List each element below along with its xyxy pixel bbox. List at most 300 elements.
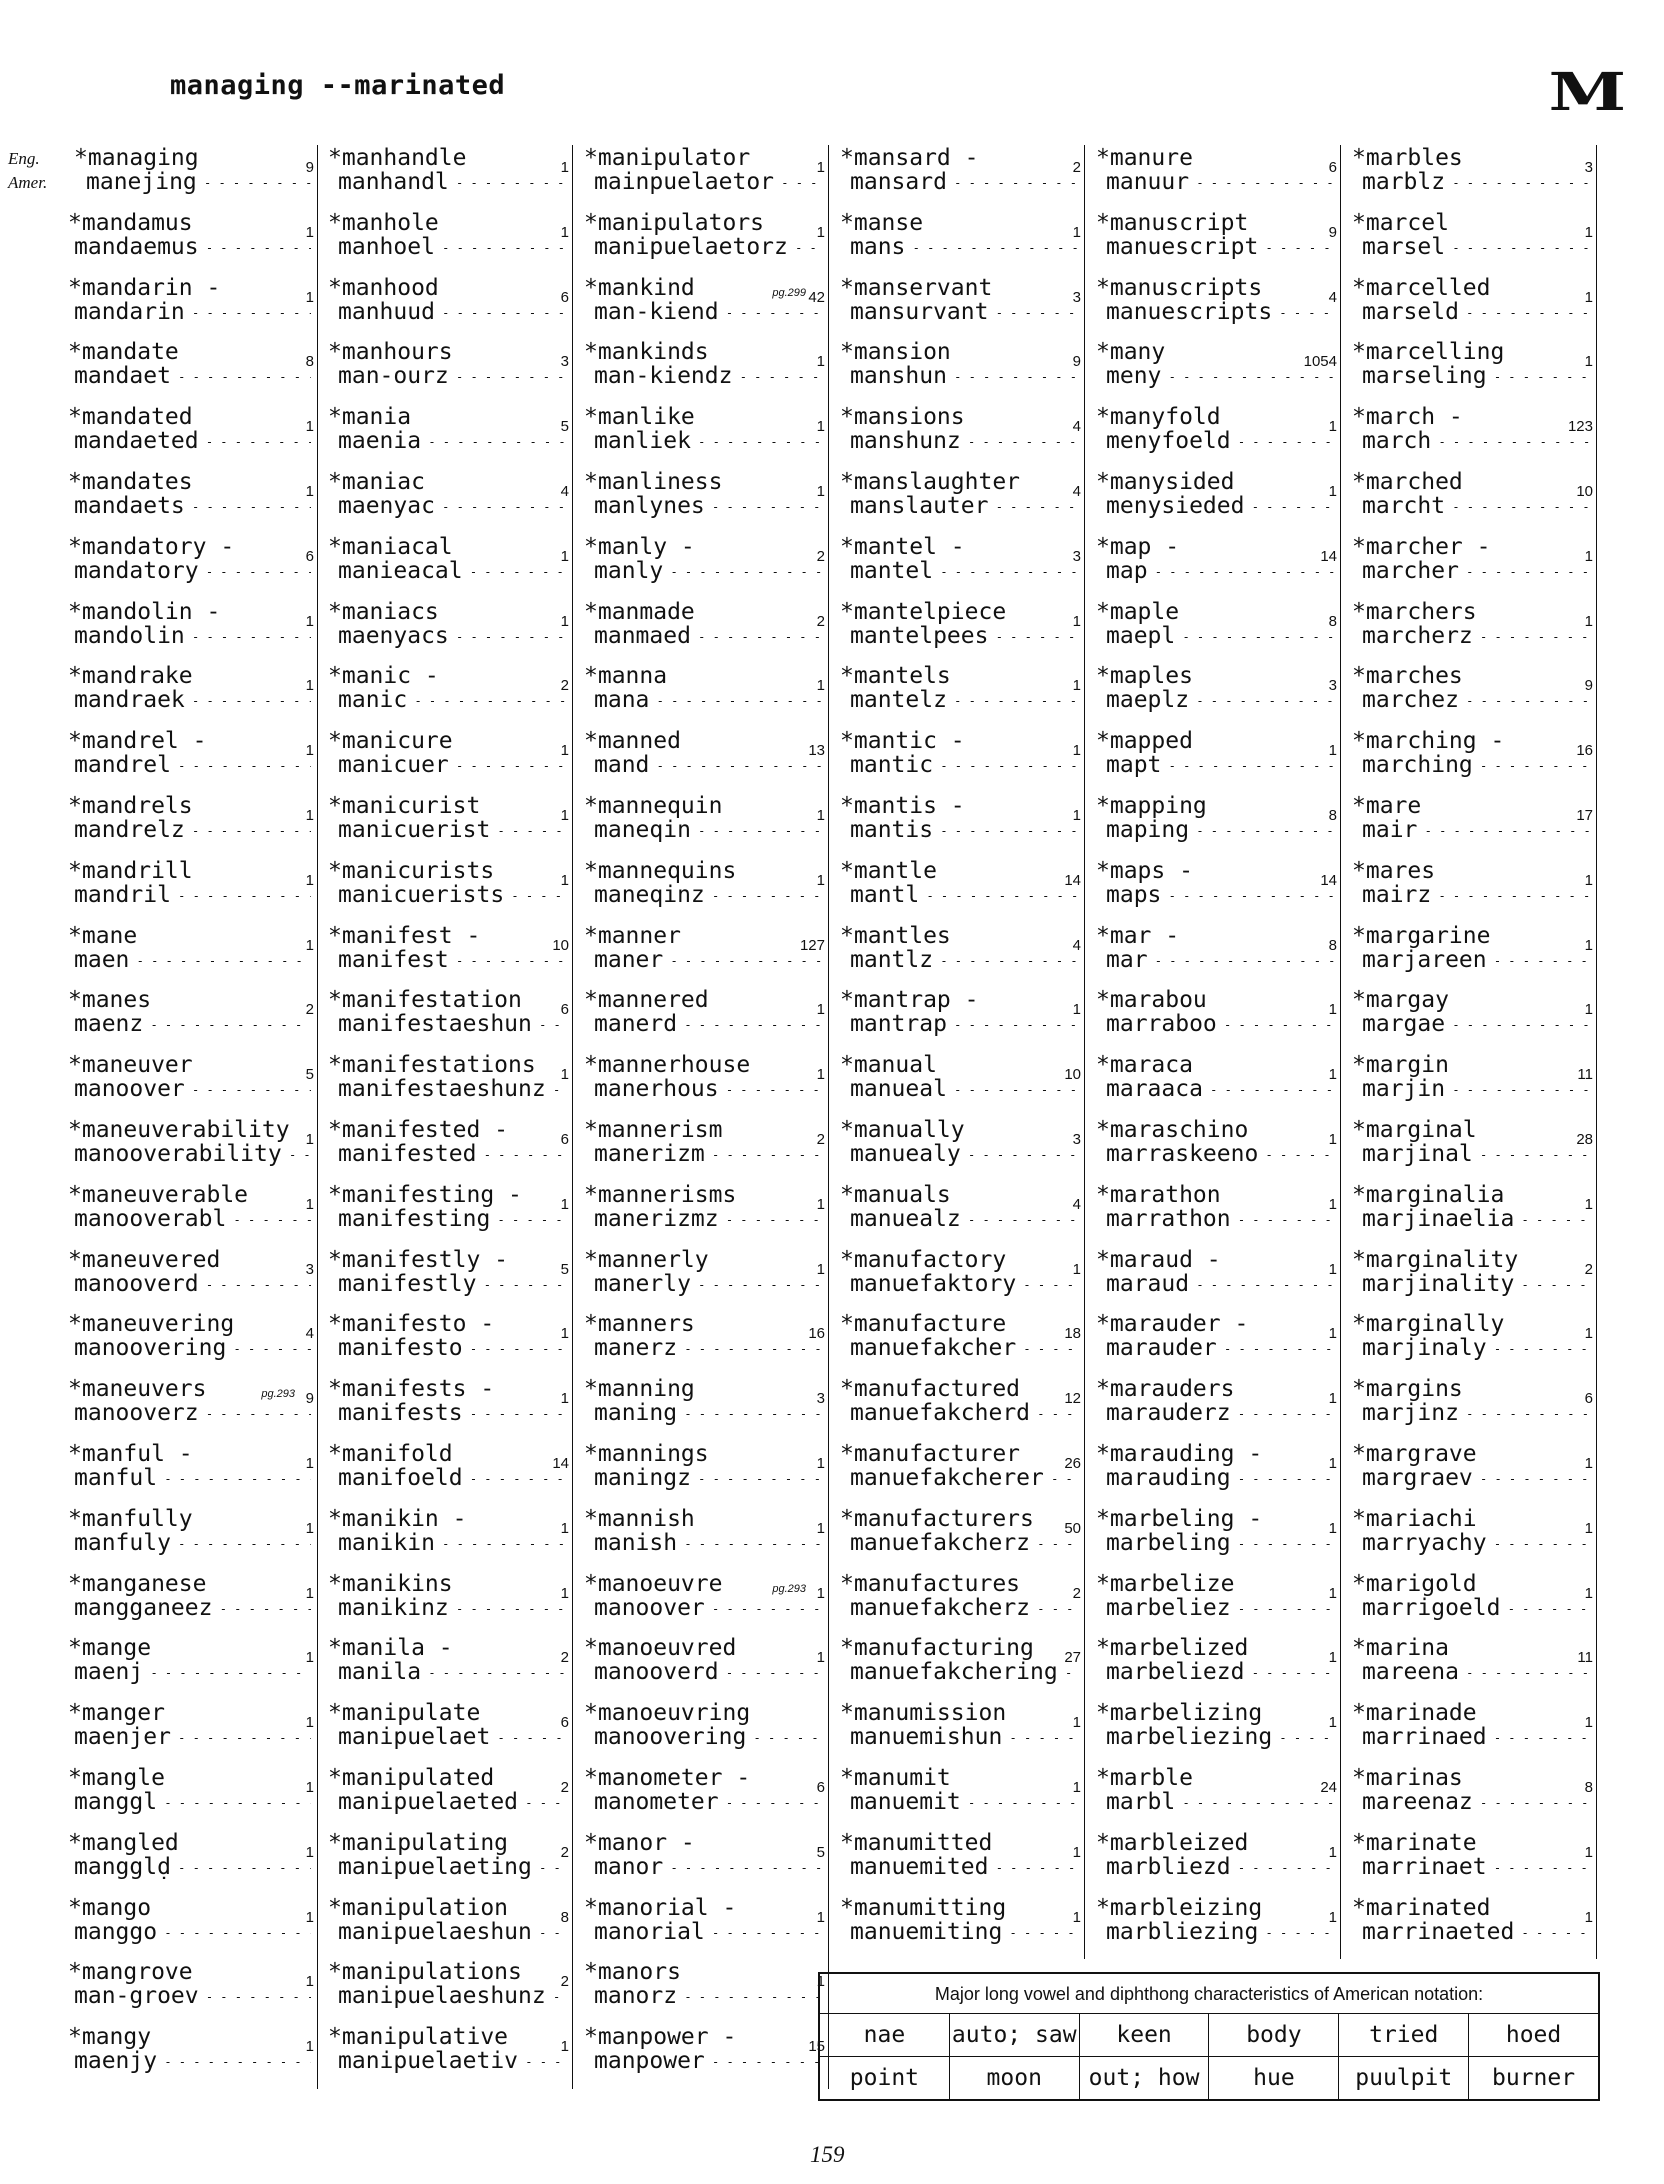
entry-word: *margin xyxy=(1352,1052,1449,1079)
entry-count: 2 xyxy=(560,1843,569,1861)
entry-spelling: mantlz - - - xyxy=(850,947,1078,973)
entry-count: 2 xyxy=(816,1130,825,1148)
entry-spelling: manorz - - - xyxy=(594,1983,822,2009)
dictionary-entry xyxy=(830,1765,1085,1830)
dictionary-entry xyxy=(30,1441,318,1506)
entry-spelling: marchez - - - xyxy=(1362,687,1590,713)
entry-word: *map - xyxy=(1096,533,1180,560)
entry-word: *mapping xyxy=(1096,792,1207,819)
entry-count: 1 xyxy=(1072,1778,1081,1796)
legend-cell: burner xyxy=(1492,2065,1576,2091)
entry-spelling: marbliezing - - - xyxy=(1106,1919,1334,1945)
entry-spelling: mairz - - - xyxy=(1362,882,1590,908)
entry-count: 1 xyxy=(1072,806,1081,824)
entry-count: 9 xyxy=(1328,223,1337,241)
entry-word: *manly - xyxy=(584,533,695,560)
dictionary-entry xyxy=(1342,1571,1597,1636)
dictionary-entry xyxy=(1086,210,1341,275)
entry-spelling: manerz - - - xyxy=(594,1335,822,1361)
entry-spelling: manpower - - - xyxy=(594,2048,822,2074)
dictionary-entry xyxy=(30,1765,318,1830)
dictionary-entry xyxy=(318,599,573,664)
entry-count: 1 xyxy=(305,223,314,241)
entry-spelling: maenyacs - - - xyxy=(338,623,566,649)
vowel-legend-box xyxy=(818,1972,1600,2101)
dictionary-entry xyxy=(318,145,573,210)
entry-word: *mandarin - xyxy=(68,274,221,301)
entry-count: 8 xyxy=(1584,1778,1593,1796)
entry-count: 1 xyxy=(560,1195,569,1213)
entry-spelling: manipuelaeting - - - xyxy=(338,1854,566,1880)
entry-count: 1 xyxy=(305,1714,314,1732)
entry-spelling: marraboo - - - xyxy=(1106,1011,1334,1037)
dictionary-entry xyxy=(830,275,1085,340)
entry-count: 1 xyxy=(560,612,569,630)
entry-word: *marauder - xyxy=(1096,1311,1249,1338)
entry-word: *margrave xyxy=(1352,1440,1477,1467)
dictionary-entry xyxy=(1342,793,1597,858)
section-letter: M xyxy=(1548,62,1624,123)
dictionary-entry xyxy=(574,1765,829,1830)
entry-count: 1 xyxy=(1072,612,1081,630)
dictionary-entry xyxy=(30,1376,318,1441)
entry-word: *mannequins xyxy=(584,857,737,884)
entry-count: 1 xyxy=(1584,1519,1593,1537)
entry-page-ref: pg.293 xyxy=(261,1388,295,1401)
entry-word: *marches xyxy=(1352,663,1463,690)
dictionary-entry xyxy=(830,987,1085,1052)
dictionary-entry xyxy=(830,1182,1085,1247)
entry-count: 2 xyxy=(305,1001,314,1019)
entry-spelling: manieacal - - - xyxy=(338,558,566,584)
entry-word: *manorial - xyxy=(584,1894,737,1921)
entry-spelling: marbeliezing - - - xyxy=(1106,1724,1334,1750)
entry-word: *maniacal xyxy=(328,533,453,560)
entry-count: 1 xyxy=(816,482,825,500)
dictionary-entry xyxy=(574,1635,829,1700)
entry-spelling: manshunz - - - xyxy=(850,428,1078,454)
dictionary-entry xyxy=(318,1182,573,1247)
entry-count: 1 xyxy=(1072,1260,1081,1278)
dictionary-entry xyxy=(1342,275,1597,340)
entry-count: 2 xyxy=(560,677,569,695)
entry-spelling: manikin - - - xyxy=(338,1530,566,1556)
entry-word: *mar - xyxy=(1096,922,1180,949)
entry-spelling: marjinz - - - xyxy=(1362,1400,1590,1426)
entry-word: *manic - xyxy=(328,663,439,690)
entry-word: *mandate xyxy=(68,339,179,366)
entry-word: *manicurist xyxy=(328,792,481,819)
entry-count: 6 xyxy=(560,288,569,306)
entry-count: 16 xyxy=(1576,742,1593,760)
entry-spelling: mantel - - - xyxy=(850,558,1078,584)
entry-word: *manumit xyxy=(840,1764,951,1791)
dictionary-entry xyxy=(30,858,318,923)
entry-spelling: marauder - - - xyxy=(1106,1335,1334,1361)
dictionary-entry xyxy=(1342,1895,1597,1960)
entry-spelling: marcht - - - xyxy=(1362,493,1590,519)
entry-count: 1 xyxy=(305,612,314,630)
dictionary-entry xyxy=(1342,1182,1597,1247)
entry-count: 1 xyxy=(560,547,569,565)
entry-spelling: manerizmz - - - xyxy=(594,1206,822,1232)
dictionary-entry xyxy=(574,210,829,275)
entry-spelling: maenjer - - - xyxy=(74,1724,311,1750)
entry-word: *marinated xyxy=(1352,1894,1491,1921)
entry-word: *managing xyxy=(74,145,199,171)
dictionary-entry xyxy=(1342,858,1597,923)
entry-word: *marathon xyxy=(1096,1181,1221,1208)
entry-spelling: manooverz - - - xyxy=(74,1400,311,1426)
entry-word: *mankinds xyxy=(584,339,709,366)
entry-word: *maneuvered xyxy=(68,1246,221,1273)
entry-count: 2 xyxy=(560,1778,569,1796)
entry-word: *mandated xyxy=(68,404,193,431)
entry-count: 1 xyxy=(1584,1325,1593,1343)
entry-spelling: marbliezd - - - xyxy=(1106,1854,1334,1880)
entry-word: *manmade xyxy=(584,598,695,625)
entry-count: 3 xyxy=(305,1260,314,1278)
entry-count: 27 xyxy=(1064,1649,1081,1667)
entry-word: *manna xyxy=(584,663,668,690)
entry-count: 1 xyxy=(816,1973,825,1991)
dictionary-column xyxy=(8,145,318,2089)
entry-count: 14 xyxy=(552,1454,569,1472)
dictionary-entry xyxy=(1342,1247,1597,1312)
dictionary-entry xyxy=(1086,1571,1341,1636)
entry-spelling: maenjy - - - xyxy=(74,2048,311,2074)
entry-count: 24 xyxy=(1320,1778,1337,1796)
entry-count: 11 xyxy=(1577,1066,1593,1084)
entry-count: 1 xyxy=(1072,1001,1081,1019)
dictionary-entry xyxy=(574,1376,829,1441)
entry-word: *mangled xyxy=(68,1829,179,1856)
entry-spelling: marjinal - - - xyxy=(1362,1141,1590,1167)
entry-spelling: manuescripts - - - xyxy=(1106,299,1334,325)
entry-spelling: mantl - - - xyxy=(850,882,1078,908)
entry-word: *mansions xyxy=(840,404,965,431)
entry-spelling: mareenaz - - - xyxy=(1362,1789,1590,1815)
legend-row-2 xyxy=(820,2057,1598,2099)
dictionary-entry xyxy=(830,1506,1085,1571)
dictionary-entry xyxy=(574,1700,829,1765)
dictionary-entry xyxy=(574,1052,829,1117)
entry-spelling: march - - - xyxy=(1362,428,1590,454)
entry-word: *manlike xyxy=(584,404,695,431)
entry-spelling: margraev - - - xyxy=(1362,1465,1590,1491)
entry-count: 1 xyxy=(816,1519,825,1537)
entry-count: 8 xyxy=(1328,936,1337,954)
entry-spelling: maenz - - - xyxy=(74,1011,311,1037)
dictionary-entry xyxy=(318,663,573,728)
entry-spelling: marjinality - - - xyxy=(1362,1271,1590,1297)
entry-spelling: marrinaeted - - - xyxy=(1362,1919,1590,1945)
dictionary-entry xyxy=(830,534,1085,599)
entry-count: 4 xyxy=(1072,1195,1081,1213)
dictionary-entry xyxy=(318,1376,573,1441)
entry-word: *manifested - xyxy=(328,1116,509,1143)
entry-word: *manure xyxy=(1096,145,1193,171)
entry-word: *manger xyxy=(68,1700,165,1727)
entry-count: 1 xyxy=(816,353,825,371)
entry-count: 26 xyxy=(1064,1454,1081,1472)
entry-count: 127 xyxy=(799,936,825,954)
dictionary-entry xyxy=(318,923,573,988)
entry-count: 1 xyxy=(1072,1843,1081,1861)
dictionary-entry xyxy=(1086,339,1341,404)
dictionary-entry xyxy=(318,1635,573,1700)
entry-word: *marble xyxy=(1096,1764,1193,1791)
entry-spelling: mandrel - - - xyxy=(74,752,311,778)
entry-spelling: manuefakcherz - - - xyxy=(850,1530,1078,1556)
entry-word: *mangle xyxy=(68,1764,165,1791)
entry-spelling: marbeling - - - xyxy=(1106,1530,1334,1556)
dictionary-entry xyxy=(574,858,829,923)
entry-count: 1 xyxy=(1584,612,1593,630)
dictionary-entry xyxy=(318,1441,573,1506)
entry-count: 42 xyxy=(808,288,825,306)
dictionary-entry xyxy=(30,1247,318,1312)
dictionary-entry xyxy=(318,1895,573,1960)
dictionary-entry xyxy=(30,534,318,599)
dictionary-entry xyxy=(1342,1441,1597,1506)
dictionary-entry xyxy=(1086,1376,1341,1441)
entry-count: 1 xyxy=(1328,1001,1337,1019)
entry-word: *manners xyxy=(584,1311,695,1338)
entry-spelling: manic - - - xyxy=(338,687,566,713)
entry-count: 4 xyxy=(1072,482,1081,500)
entry-spelling: manoover - - - xyxy=(594,1595,822,1621)
entry-spelling: mangglḍ - - - xyxy=(74,1854,311,1880)
entry-spelling: mantelpees - - - xyxy=(850,623,1078,649)
entry-count: 9 xyxy=(1072,353,1081,371)
entry-count: 2 xyxy=(1072,159,1081,176)
dictionary-entry xyxy=(830,210,1085,275)
entry-word: *mannequin xyxy=(584,792,723,819)
entry-spelling: manlynes - - - xyxy=(594,493,822,519)
entry-spelling: manipuelaet - - - xyxy=(338,1724,566,1750)
entry-spelling: marbeliez - - - xyxy=(1106,1595,1334,1621)
entry-word: *mandolin - xyxy=(68,598,221,625)
entry-word: *manning xyxy=(584,1376,695,1403)
dictionary-entry xyxy=(1342,1765,1597,1830)
dictionary-entry xyxy=(830,1571,1085,1636)
entry-word: *manned xyxy=(584,728,681,755)
entry-word: *manumitted xyxy=(840,1829,993,1856)
entry-spelling: marbl - - - xyxy=(1106,1789,1334,1815)
entry-count: 1 xyxy=(560,1390,569,1408)
entry-word: *manors xyxy=(584,1959,681,1986)
dictionary-entry xyxy=(1086,534,1341,599)
entry-page-ref: pg.299 xyxy=(772,286,806,299)
entry-spelling: marsel - - - xyxy=(1362,234,1590,260)
entry-word: *marching - xyxy=(1352,728,1505,755)
entry-spelling: manipuelaeted - - - xyxy=(338,1789,566,1815)
dictionary-entry xyxy=(30,793,318,858)
entry-word: *manifestations xyxy=(328,1052,536,1079)
entry-count: 1 xyxy=(305,1778,314,1796)
dictionary-entry xyxy=(1086,599,1341,664)
entry-word: *marbelized xyxy=(1096,1635,1249,1662)
entry-count: 1 xyxy=(1584,353,1593,371)
entry-word: *manoeuvre xyxy=(584,1570,723,1597)
entry-spelling: maepl - - - xyxy=(1106,623,1334,649)
dictionary-entry xyxy=(1086,858,1341,923)
entry-word: *manifold xyxy=(328,1440,453,1467)
dictionary-entry xyxy=(830,1247,1085,1312)
entry-count: 28 xyxy=(1576,1130,1593,1148)
entry-count: 1 xyxy=(1584,288,1593,306)
dictionary-entry xyxy=(1086,1052,1341,1117)
entry-count: 3 xyxy=(1072,1130,1081,1148)
entry-count: 1 xyxy=(560,1519,569,1537)
entry-spelling: manifested - - - xyxy=(338,1141,566,1167)
entry-count: 17 xyxy=(1576,806,1593,824)
dictionary-entry xyxy=(830,1895,1085,1960)
entry-spelling: manerhous - - - xyxy=(594,1076,822,1102)
dictionary-entry xyxy=(574,339,829,404)
entry-count: 1 xyxy=(1328,1066,1337,1084)
entry-count: 2 xyxy=(816,612,825,630)
dictionary-entry xyxy=(318,1765,573,1830)
dictionary-entry xyxy=(1086,404,1341,469)
dictionary-entry xyxy=(318,858,573,923)
entry-word: *marginalia xyxy=(1352,1181,1505,1208)
dictionary-entry xyxy=(1086,987,1341,1052)
dictionary-entry xyxy=(318,1247,573,1312)
dictionary-entry xyxy=(830,1117,1085,1182)
dictionary-entry xyxy=(574,1895,829,1960)
entry-spelling: map - - - xyxy=(1106,558,1334,584)
dictionary-entry xyxy=(1342,1117,1597,1182)
entry-word: *marina xyxy=(1352,1635,1449,1662)
legend-cell: auto; saw xyxy=(950,2014,1080,2056)
entry-word: *mantic - xyxy=(840,728,965,755)
entry-count: 4 xyxy=(1072,936,1081,954)
entry-spelling: manerizm - - - xyxy=(594,1141,822,1167)
entry-count: 14 xyxy=(1320,871,1337,889)
entry-spelling: mandaets - - - xyxy=(74,493,311,519)
dictionary-entry xyxy=(30,987,318,1052)
entry-count: 1 xyxy=(1328,1325,1337,1343)
dictionary-entry xyxy=(1342,1052,1597,1117)
entry-word: *maraca xyxy=(1096,1052,1193,1079)
entry-spelling: mandaemus - - - xyxy=(74,234,311,260)
entry-word: *mansion xyxy=(840,339,951,366)
entry-count: 10 xyxy=(1576,482,1593,500)
entry-spelling: maning - - - xyxy=(594,1400,822,1426)
dictionary-entry xyxy=(30,728,318,793)
entry-spelling: marjin - - - xyxy=(1362,1076,1590,1102)
entry-count: 1 xyxy=(1072,677,1081,695)
entry-spelling: maneqinz - - - xyxy=(594,882,822,908)
entry-word: *marinate xyxy=(1352,1829,1477,1856)
dictionary-entry xyxy=(1342,599,1597,664)
entry-word: *marabou xyxy=(1096,987,1207,1014)
dictionary-entry xyxy=(830,923,1085,988)
dictionary-entry xyxy=(1342,1311,1597,1376)
entry-word: *mantles xyxy=(840,922,951,949)
entry-count: 2 xyxy=(1072,1584,1081,1602)
entry-spelling: man-kiendz - - - xyxy=(594,363,822,389)
dictionary-entry xyxy=(574,404,829,469)
entry-count: 6 xyxy=(305,547,314,565)
entry-count: 3 xyxy=(560,353,569,371)
entry-spelling: mandaet - - - xyxy=(74,363,311,389)
entry-word: *marginal xyxy=(1352,1116,1477,1143)
entry-spelling: manhoel - - - xyxy=(338,234,566,260)
entry-spelling: mantrap - - - xyxy=(850,1011,1078,1037)
entry-spelling: maping - - - xyxy=(1106,817,1334,843)
entry-word: *mapped xyxy=(1096,728,1193,755)
entry-count: 4 xyxy=(1328,288,1337,306)
page-header-title: managing --marinated xyxy=(170,70,506,101)
legend-cell: point xyxy=(820,2057,950,2099)
entry-count: 1 xyxy=(816,1584,825,1602)
entry-count: 1 xyxy=(1072,742,1081,760)
entry-word: *mariachi xyxy=(1352,1505,1477,1532)
entry-word: *mantle xyxy=(840,857,937,884)
entry-spelling: margae - - - xyxy=(1362,1011,1590,1037)
entry-word: *manufacturer xyxy=(840,1440,1021,1467)
dictionary-entry xyxy=(1086,793,1341,858)
entry-count: 1 xyxy=(560,806,569,824)
entry-word: *manes xyxy=(68,987,152,1014)
entry-spelling: mandarin - - - xyxy=(74,299,311,325)
legend-cell: out; how xyxy=(1080,2057,1210,2099)
dictionary-entry xyxy=(318,534,573,599)
entry-word: *mannerisms xyxy=(584,1181,737,1208)
entry-count: 1 xyxy=(1328,1260,1337,1278)
dictionary-entry xyxy=(1342,339,1597,404)
entry-word: *mares xyxy=(1352,857,1436,884)
entry-spelling: mansard - - - xyxy=(850,169,1078,195)
entry-spelling: maneqin - - - xyxy=(594,817,822,843)
entry-spelling: manifestaeshun - - - xyxy=(338,1011,566,1037)
entry-word: *manipulator xyxy=(584,145,751,171)
entry-word: *manliness xyxy=(584,468,723,495)
entry-word: *manometer - xyxy=(584,1764,751,1791)
dictionary-entry xyxy=(1086,728,1341,793)
entry-word: *maneuvering xyxy=(68,1311,235,1338)
entry-word: *manhood xyxy=(328,274,439,301)
dictionary-entry xyxy=(830,728,1085,793)
dictionary-entry xyxy=(30,404,318,469)
entry-count: 1 xyxy=(816,1908,825,1926)
entry-word: *maraud - xyxy=(1096,1246,1221,1273)
entry-spelling: maenj - - - xyxy=(74,1659,311,1685)
dictionary-entry xyxy=(30,1571,318,1636)
entry-count: 1 xyxy=(305,677,314,695)
dictionary-entry xyxy=(574,1311,829,1376)
entry-word: *mannered xyxy=(584,987,709,1014)
dictionary-entry xyxy=(30,339,318,404)
entry-word: *marcher - xyxy=(1352,533,1491,560)
entry-spelling: manuefakcher - - - xyxy=(850,1335,1078,1361)
legend-cell: nae xyxy=(820,2014,950,2056)
entry-spelling: mand - - - xyxy=(594,752,822,778)
entry-word: *mantrap - xyxy=(840,987,979,1014)
entry-word: *marbeling - xyxy=(1096,1505,1263,1532)
entry-word: *mannish xyxy=(584,1505,695,1532)
entry-count: 1 xyxy=(1328,1195,1337,1213)
entry-count: 1 xyxy=(560,742,569,760)
dictionary-entry xyxy=(30,1635,318,1700)
entry-count: 6 xyxy=(1328,159,1337,176)
entry-spelling: manila - - - xyxy=(338,1659,566,1685)
entry-spelling: manuemiting - - - xyxy=(850,1919,1078,1945)
entry-count: 1 xyxy=(1328,1843,1337,1861)
